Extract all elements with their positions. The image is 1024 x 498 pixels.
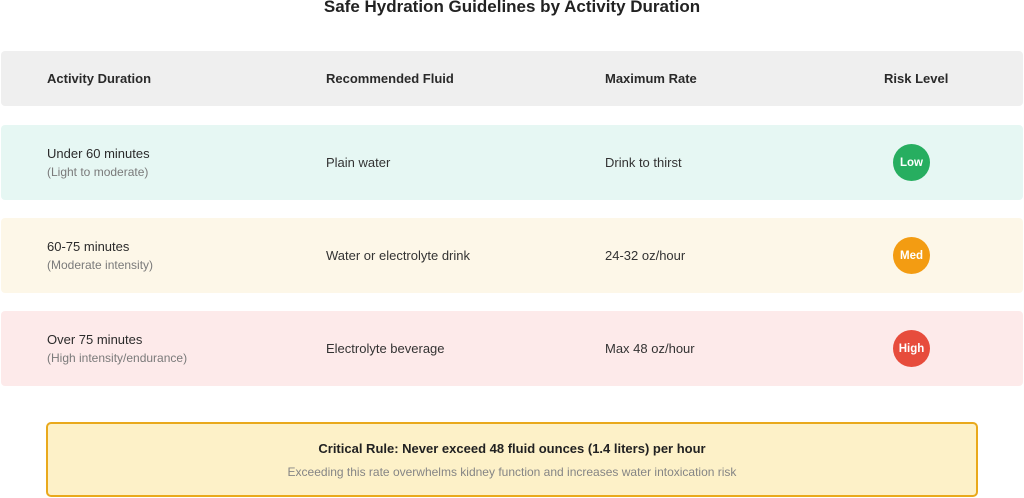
page-title: Safe Hydration Guidelines by Activity Duration — [323, 0, 701, 16]
rate-label: Max 48 oz/hour — [605, 341, 695, 356]
fluid-label: Water or electrolyte drink — [326, 248, 471, 263]
rate-label: 24-32 oz/hour — [605, 248, 686, 263]
fluid-label: Electrolyte beverage — [326, 341, 445, 356]
risk-badge-low: Low — [893, 144, 930, 181]
intensity-label: (Light to moderate) — [47, 165, 149, 179]
table-row-high — [1, 311, 1023, 386]
rate-label: Drink to thirst — [605, 155, 682, 170]
duration-label: Under 60 minutes — [47, 146, 150, 161]
header-activity-duration: Activity Duration — [47, 71, 152, 86]
risk-badge-med: Med — [893, 237, 930, 274]
callout-subtitle: Exceeding this rate overwhelms kidney function and increases water intoxication risk — [287, 465, 737, 479]
critical-rule-callout — [46, 422, 978, 497]
duration-label: Over 75 minutes — [47, 332, 143, 347]
table-row-low — [1, 125, 1023, 200]
intensity-label: (Moderate intensity) — [47, 258, 154, 272]
header-recommended-fluid: Recommended Fluid — [326, 71, 454, 86]
callout-title: Critical Rule: Never exceed 48 fluid ounces (1.4 liters) per hour — [318, 441, 706, 456]
table-header — [1, 51, 1023, 106]
header-maximum-rate: Maximum Rate — [605, 71, 697, 86]
intensity-label: (High intensity/endurance) — [47, 351, 188, 365]
header-risk-level: Risk Level — [884, 71, 949, 86]
table-row-med — [1, 218, 1023, 293]
fluid-label: Plain water — [326, 155, 391, 170]
duration-label: 60-75 minutes — [47, 239, 130, 254]
risk-badge-high: High — [893, 330, 930, 367]
